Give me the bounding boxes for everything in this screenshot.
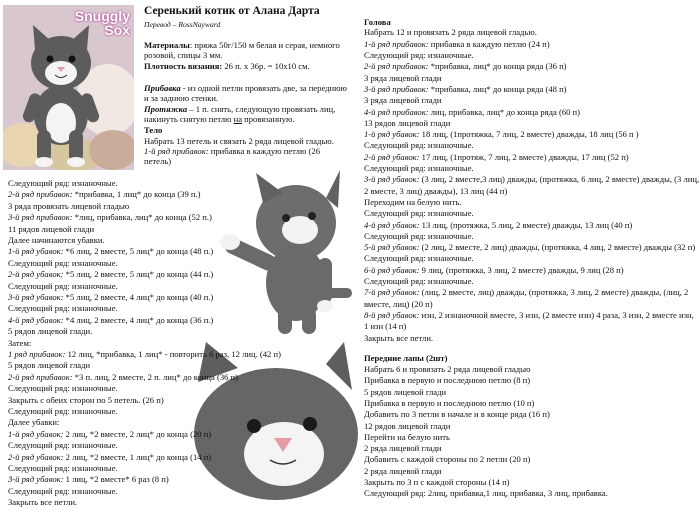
- head-line: вместе, лиц) (20 п): [364, 298, 433, 309]
- body-line: Следующий ряд: изнаночные.: [8, 406, 118, 416]
- head-line-label: 6-й ряд убавок:: [364, 264, 420, 275]
- paws-line: Набрать 6 и провязать 2 ряда лицевой гладью: [364, 364, 531, 374]
- head-line-text: лиц, прибавка, лиц* до конца ряда (60 п): [428, 106, 581, 117]
- body-line: 3 ряда провязать лицевой гладью: [8, 200, 130, 211]
- body-line-text: 2 лиц, *2 вместе, 1 лиц* до конца (14 п): [63, 451, 212, 462]
- head-line: [364, 265, 624, 275]
- paws-line: 2 ряда лицевой глади: [364, 465, 442, 476]
- protyazhka-text-3: провязанную.: [242, 114, 295, 125]
- paws-line: Прибавка в первую и последнюю петлю (10 п): [364, 397, 535, 408]
- head-line: [364, 287, 688, 297]
- head-line: Закрыть все петли.: [364, 332, 434, 343]
- head-line-text: 9 лиц, (протяжка, 3 лиц, 2 вместе) дважды, 9 лиц (28 п): [419, 264, 624, 275]
- head-line: Следующий ряд: изнаночные.: [364, 163, 474, 173]
- head-line: [364, 129, 639, 139]
- protyazhka-label: Протяжка: [144, 104, 188, 114]
- body-line: [144, 146, 320, 156]
- body-instructions: [8, 170, 281, 510]
- body-line: 5 рядов лицевой глади: [8, 360, 91, 371]
- head-line-label: 1-й ряд прибавок:: [364, 38, 429, 49]
- body-line: Следующий ряд: изнаночные.: [8, 303, 118, 314]
- head-line-label: 2-й ряд убавок:: [364, 151, 420, 162]
- body-line-label: 2-й ряд прибавок:: [8, 371, 73, 382]
- body-line: [8, 429, 211, 439]
- head-line: Следующий ряд: изнаночные.: [364, 276, 474, 286]
- pribavka-line: [144, 83, 347, 93]
- body-line: Набрать 13 петель и связать 2 ряда лицевой гладью.: [144, 135, 334, 146]
- body-line: Следующий ряд: изнаночные.: [8, 440, 118, 451]
- head-line-text: прибавка в каждую петлю (24 п): [428, 38, 550, 49]
- head-line-text: (2 лиц, 2 вместе, 2 лиц) дважды, (протяжка, 4 лиц, 2 вместе) дважды (32 п): [419, 242, 696, 253]
- body-line: [8, 292, 213, 302]
- head-line-text: 17 лиц, (1протяж, 7 лиц, 2 вместе) дважды, 17 лиц (52 п): [419, 151, 629, 162]
- head-line: [364, 242, 695, 252]
- pribavka-text: - из одной петли провязать две, за переднюю: [180, 83, 347, 93]
- body-line-text: *3 п. лиц, 2 вместе, 2 п. лиц* до конца (36 п): [72, 371, 239, 382]
- protyazhka-line: [144, 104, 335, 114]
- body-line-text: *лиц, прибавка, лиц* до конца (52 п.): [72, 212, 212, 223]
- paws-line: Следующий ряд: 2лиц, прибавка,1 лиц, прибавка, 3 лиц, прибавка.: [364, 488, 608, 499]
- head-line: 13 рядов лицевой глади: [364, 117, 451, 128]
- body-line: Далее начинаются убавки.: [8, 235, 105, 245]
- paws-line: Перейти на белую нить: [364, 431, 450, 442]
- paws-line: Прибавка в первую и последнюю петлю (8 п): [364, 375, 531, 386]
- body-line-label: 1-й ряд убавок:: [8, 246, 64, 257]
- body-line: Закрыть все петли.: [8, 497, 78, 508]
- head-line: [364, 84, 567, 94]
- body-line-text: прибавка в каждую петлю (26: [208, 145, 320, 156]
- body-line: [8, 212, 212, 222]
- body-line: Следующий ряд: изнаночные.: [8, 485, 118, 496]
- cat-photo-main: [3, 5, 134, 170]
- body-line: [8, 246, 213, 256]
- head-line-label: 1-й ряд убавок:: [364, 129, 420, 140]
- head-line: Следующий ряд: изнаночные.: [364, 253, 474, 264]
- head-line-label: 4-й ряд убавок:: [364, 219, 420, 230]
- head-line-label: 3-й ряд убавок:: [364, 174, 420, 185]
- head-line-label: 8-й ряд убавок:: [364, 309, 420, 320]
- head-line-label: 3-й ряд прибавок:: [364, 83, 429, 94]
- head-line: [364, 220, 632, 230]
- materials-block: [144, 40, 359, 170]
- head-line: Переходим на белую нить.: [364, 196, 462, 207]
- head-line: 3 ряда лицевой глади: [364, 72, 442, 83]
- page-title: Серенький котик от Алана Дарта: [144, 5, 320, 17]
- density-line: [144, 61, 310, 71]
- materials-line-2: розовой, спицы 3 мм.: [144, 50, 223, 61]
- body-line: Следующий ряд: изнаночные.: [8, 280, 118, 291]
- body-line-text: *5 лиц, 2 вместе, 4 лиц* до конца (40 п.): [63, 292, 214, 302]
- body-line-text: *6 лиц, 2 вместе, 5 лиц* до конца (48 п.): [63, 246, 214, 257]
- body-line-label: 2-й ряд убавок:: [8, 451, 64, 462]
- body-line-label: 3-й ряд убавок:: [8, 292, 64, 302]
- head-line-text: 18 лиц, (1протяжка, 7 лиц, 2 вместе) дважды, 18 лиц (56 п ): [419, 129, 639, 140]
- head-line: Следующий ряд: изнаночные.: [364, 50, 474, 60]
- paws-line: Добавить по 3 петли в начале и в конце ряда (16 п): [364, 409, 550, 420]
- brand-logo: [75, 9, 130, 37]
- body-line: [8, 349, 281, 359]
- body-line: Закрыть с обеих сторон по 5 петель. (26 п): [8, 394, 164, 405]
- materials-label: Материалы: [144, 40, 190, 50]
- head-line: [364, 174, 699, 184]
- body-heading: Тело: [144, 125, 163, 135]
- body-line-text: *4 лиц, 2 вместе, 4 лиц* до конца (36 п.): [63, 314, 214, 325]
- head-line: [364, 152, 629, 162]
- body-line: Следующий ряд: изнаночные.: [8, 383, 118, 394]
- body-line: Затем:: [8, 337, 32, 348]
- body-line: [8, 189, 201, 199]
- head-line: Набрать 12 и провязать 2 ряда лицевой гладью.: [364, 27, 537, 38]
- head-line: Следующий ряд: изнаночные.: [364, 140, 474, 151]
- paws-line: Добавить с каждой стороны по 2 петли (20 п): [364, 454, 531, 465]
- body-line: [8, 372, 238, 382]
- paws-line: 5 рядов лицевой глади: [364, 386, 447, 397]
- body-line: [8, 474, 169, 484]
- body-line-label: 3-й ряд прибавок:: [8, 212, 73, 223]
- head-line: Следующий ряд: изнаночные.: [364, 208, 474, 219]
- head-line-label: 4-й ряд прибавок:: [364, 106, 429, 117]
- body-line: петель): [144, 156, 172, 167]
- body-line-text: *5 лиц, 2 вместе, 5 лиц* до конца (44 п.): [63, 269, 214, 280]
- materials-text: : пряжа 50г/150 м белая и серая, немного: [189, 40, 340, 50]
- body-line: 5 рядов лицевой глади.: [8, 326, 93, 337]
- protyazhka-line-2: [144, 114, 295, 124]
- head-line: [364, 61, 567, 71]
- body-line-label: 3-й ряд убавок:: [8, 474, 64, 485]
- pribavka-line-2: и за заднюю стенки.: [144, 93, 219, 104]
- body-line: [8, 269, 213, 279]
- head-line: [364, 39, 550, 49]
- head-line-text: (3 лиц, 2 вместе,3 лиц) дважды, (протяжка, 6 лиц, 2 вместе) дважды, (3 лиц,: [419, 174, 700, 185]
- protyazhka-text-2: накинуть снятую петлю: [144, 114, 234, 125]
- materials-line: [144, 40, 340, 50]
- brand-line-1: Snuggly: [74, 8, 130, 24]
- density-text: 26 п. х 36р. = 10х10 см.: [222, 61, 310, 71]
- head-line: 3 ряда лицевой глади: [364, 95, 442, 106]
- body-line-label: 1-й ряд прибавок:: [144, 145, 209, 156]
- body-line: [8, 315, 213, 325]
- protyazhka-underline: на: [233, 114, 243, 125]
- head-line: [364, 310, 694, 320]
- head-and-paws-instructions: [364, 17, 700, 512]
- density-label: Плотность вязания:: [144, 61, 223, 71]
- body-line-text: *прибавка, 1 лиц* до конца (39 п.): [72, 189, 201, 200]
- brand-line-2: Sox: [104, 22, 130, 38]
- paws-line: Закрыть по 3 п с каждой стороны (14 п): [364, 477, 510, 487]
- head-line-text: изн, 2 изнаночной вместе, 3 изн, (2 вместе изн) 4 раза, 3 изн, 2 вместе изн,: [419, 309, 694, 320]
- head-line-label: 7-й ряд убавок:: [364, 287, 420, 298]
- head-line-label: 2-й ряд прибавок:: [364, 61, 429, 72]
- head-line: Следующий ряд: изнаночные.: [364, 230, 474, 241]
- head-line-label: 5-й ряд убавок:: [364, 242, 420, 253]
- body-line-label: 4-й ряд убавок:: [8, 314, 64, 325]
- head-line-text: *прибавка, лиц* до конца ряда (36 п): [428, 61, 567, 72]
- body-line: Следующий ряд: изнаночные.: [8, 178, 118, 188]
- body-line-label: 1 ряд прибавок:: [8, 349, 66, 359]
- body-line: Следующий ряд: изнаночные.: [8, 257, 118, 268]
- body-line-text: 12 лиц, *прибавка, 1 лиц* - повторить 6 раз, 12 лиц. (42 п): [65, 349, 281, 359]
- head-line-text: *прибавка, лиц* до конца ряда (48 п): [428, 83, 567, 94]
- body-line: Далее убавки:: [8, 417, 60, 428]
- protyazhka-text: – 1 п. снять, следующую провязать лиц,: [187, 104, 336, 114]
- head-line: 1 изн (14 п): [364, 321, 407, 332]
- head-line: 2 вместе, 3 лиц) дважды), 13 лиц (44 п): [364, 185, 508, 196]
- body-line-text: 2 лиц, *2 вместе, 2 лиц* до конца (20 п): [63, 428, 212, 439]
- head-line: [364, 107, 580, 117]
- body-line: [8, 452, 211, 462]
- body-line-label: 2-й ряд убавок:: [8, 269, 64, 280]
- body-line-label: 2-й ряд прибавок:: [8, 189, 73, 200]
- paws-heading: Передние лапы (2шт): [364, 353, 448, 363]
- body-line: 11 рядов лицевой глади: [8, 223, 95, 234]
- head-line-text: 13 лиц, (протяжка, 5 лиц, 2 вместе) дважды, 13 лиц (40 п): [419, 219, 633, 230]
- translator-credit: Перевод – RossNayward: [144, 20, 221, 29]
- paws-line: 2 ряда лицевой глади: [364, 443, 442, 454]
- body-line-text: 1 лиц, *2 вместе* 6 раз (8 п): [63, 474, 169, 485]
- pribavka-label: Прибавка: [144, 83, 181, 93]
- body-line: Следующий ряд: изнаночные.: [8, 463, 118, 473]
- head-line-text: (лиц, 2 вместе, лиц) дважды, (протяжка, 3 лиц, 2 вместе) дважды, (лиц, 2: [419, 287, 689, 298]
- body-line-label: 1-й ряд убавок:: [8, 428, 64, 439]
- paws-line: 12 рядов лицевой глади: [364, 420, 451, 431]
- head-heading: Голова: [364, 17, 391, 27]
